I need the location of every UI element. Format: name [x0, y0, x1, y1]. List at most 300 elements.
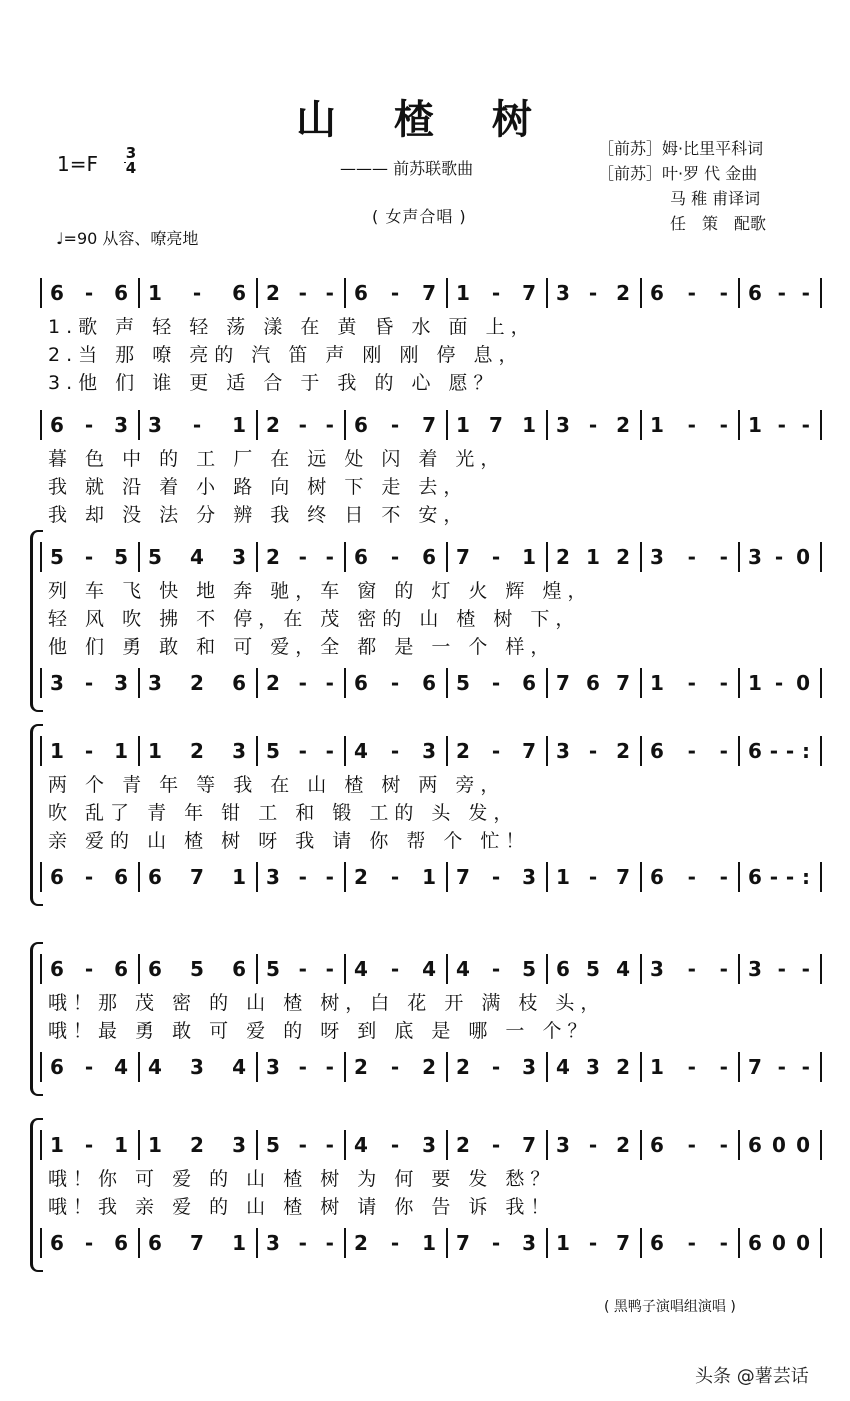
barline [546, 736, 548, 766]
barline [446, 278, 448, 308]
measure [50, 280, 128, 306]
note: - [491, 1055, 501, 1079]
note: 6 [114, 1231, 128, 1255]
note: - [84, 865, 94, 889]
note: - [390, 1231, 400, 1255]
note: 6 [748, 739, 762, 763]
note: - [491, 1231, 501, 1255]
note: 2 [616, 545, 630, 569]
barline [546, 278, 548, 308]
note: 3 [556, 413, 570, 437]
note: 0 [772, 1231, 786, 1255]
note: 1 [148, 739, 162, 763]
note: - [687, 671, 696, 695]
note: - [719, 957, 728, 981]
measure [556, 1054, 630, 1080]
note: - [588, 865, 598, 889]
barline [738, 668, 740, 698]
measure [266, 738, 334, 764]
measure [266, 1230, 334, 1256]
note: - [298, 281, 307, 305]
measure [456, 956, 536, 982]
barline [820, 862, 822, 892]
note: 0 [796, 1231, 810, 1255]
note: - [325, 413, 334, 437]
barline [640, 954, 642, 984]
note: - [325, 957, 334, 981]
note: 5 [522, 957, 536, 981]
barline [820, 410, 822, 440]
measure [354, 1230, 436, 1256]
barline [640, 1130, 642, 1160]
note: 3 [232, 545, 246, 569]
note: - [777, 957, 786, 981]
note: : [801, 739, 810, 763]
barline [40, 410, 42, 440]
note: 0 [796, 1133, 810, 1157]
note: 5 [148, 545, 162, 569]
note: 3 [114, 413, 128, 437]
barline [820, 542, 822, 572]
measure [556, 280, 630, 306]
note: - [390, 865, 400, 889]
note: 6 [232, 281, 246, 305]
measure [556, 738, 630, 764]
barline [820, 1052, 822, 1082]
note: 7 [616, 865, 630, 889]
subtitle: ——— 前苏联歌曲 [340, 159, 474, 178]
measure [650, 956, 728, 982]
barline [546, 542, 548, 572]
note: - [298, 1055, 307, 1079]
note: 7 [456, 865, 470, 889]
measure [50, 544, 128, 570]
note: - [719, 739, 728, 763]
note: - [687, 739, 696, 763]
note: 4 [354, 739, 368, 763]
note: - [687, 957, 696, 981]
note: 3 [556, 281, 570, 305]
note: - [491, 671, 501, 695]
measure [456, 280, 536, 306]
barline [256, 862, 258, 892]
system-bracket [30, 1126, 33, 1264]
note: 2 [266, 281, 280, 305]
barline [446, 954, 448, 984]
note: 3 [586, 1055, 600, 1079]
barline [40, 862, 42, 892]
note: 2 [616, 1133, 630, 1157]
barline [738, 542, 740, 572]
chorus-type: ( 女声合唱 ) [372, 207, 467, 226]
credit-lyricist: ［前苏］姆·比里平科词 [598, 139, 764, 158]
note: 7 [522, 739, 536, 763]
note: - [687, 1231, 696, 1255]
note: 6 [650, 1231, 664, 1255]
barline [820, 668, 822, 698]
note: 6 [148, 957, 162, 981]
lyric-line: 我 却 没 法 分 辨 我 终 日 不 安， [48, 504, 469, 526]
barline [344, 1228, 346, 1258]
barline [138, 410, 140, 440]
note: - [390, 1055, 400, 1079]
barline [640, 542, 642, 572]
barline [738, 736, 740, 766]
note: 3 [748, 545, 762, 569]
note: - [785, 865, 795, 889]
barline [738, 1228, 740, 1258]
note: 1 [456, 281, 470, 305]
barline [40, 736, 42, 766]
note: 3 [266, 1055, 280, 1079]
barline [138, 1130, 140, 1160]
note: - [719, 865, 728, 889]
measure [50, 864, 128, 890]
note: - [298, 865, 307, 889]
credit-translator: 马 稚 甫译词 [670, 189, 761, 208]
measure [354, 956, 436, 982]
measure [748, 1230, 810, 1256]
note: - [588, 1231, 598, 1255]
barline [738, 1130, 740, 1160]
note: 4 [556, 1055, 570, 1079]
measure [148, 864, 246, 890]
note: - [687, 413, 696, 437]
note: - [588, 281, 598, 305]
lyric-line: 两 个 青 年 等 我 在 山 楂 树 两 旁， [48, 774, 506, 796]
measure [556, 1230, 630, 1256]
measure [456, 864, 536, 890]
note: 6 [650, 865, 664, 889]
note: - [491, 865, 501, 889]
barline [546, 410, 548, 440]
note: - [390, 739, 400, 763]
note: - [84, 671, 94, 695]
measure [266, 280, 334, 306]
barline [40, 1228, 42, 1258]
lyric-line: 哦！最 勇 敢 可 爱 的 呀 到 底 是 哪 一 个？ [48, 1020, 593, 1042]
note: 1 [148, 1133, 162, 1157]
note: 6 [650, 739, 664, 763]
barline [138, 736, 140, 766]
note: 5 [266, 739, 280, 763]
note: 4 [616, 957, 630, 981]
measure [456, 1230, 536, 1256]
note: 3 [422, 1133, 436, 1157]
note: 6 [114, 957, 128, 981]
note: 2 [266, 671, 280, 695]
measure [266, 864, 334, 890]
barline [344, 736, 346, 766]
note: - [801, 413, 810, 437]
measure [456, 738, 536, 764]
note: 0 [796, 545, 810, 569]
note: - [769, 739, 779, 763]
note: 3 [748, 957, 762, 981]
measure [748, 956, 810, 982]
note: - [719, 1055, 728, 1079]
measure [50, 1132, 128, 1158]
note: - [801, 1055, 810, 1079]
barline [820, 1130, 822, 1160]
note: 2 [190, 671, 204, 695]
measure [50, 956, 128, 982]
measure [354, 864, 436, 890]
barline [640, 1052, 642, 1082]
barline [546, 862, 548, 892]
note: 4 [232, 1055, 246, 1079]
note: 2 [616, 413, 630, 437]
note: 5 [114, 545, 128, 569]
note: 6 [232, 957, 246, 981]
note: 7 [456, 1231, 470, 1255]
note: 1 [522, 545, 536, 569]
measure [266, 1132, 334, 1158]
note: - [325, 1055, 334, 1079]
note: - [588, 413, 598, 437]
note: - [774, 545, 784, 569]
barline [40, 542, 42, 572]
measure [650, 738, 728, 764]
lyric-line: 暮 色 中 的 工 厂 在 远 处 闪 着 光， [48, 448, 506, 470]
barline [640, 862, 642, 892]
barline [738, 954, 740, 984]
note: 6 [148, 1231, 162, 1255]
note: - [801, 281, 810, 305]
note: 3 [148, 671, 162, 695]
note: - [84, 957, 94, 981]
note: - [84, 413, 94, 437]
note: 5 [456, 671, 470, 695]
measure [266, 1054, 334, 1080]
note: - [588, 739, 598, 763]
barline [546, 668, 548, 698]
note: 6 [748, 1133, 762, 1157]
note: - [785, 739, 795, 763]
note: 4 [190, 545, 204, 569]
note: - [777, 281, 786, 305]
note: 3 [50, 671, 64, 695]
note: - [192, 281, 202, 305]
time-sig-top: 3 [125, 144, 137, 162]
note: - [298, 671, 307, 695]
barline [40, 668, 42, 698]
note: - [774, 671, 784, 695]
note: 1 [232, 413, 246, 437]
note: 6 [354, 545, 368, 569]
barline [256, 1052, 258, 1082]
note: 6 [650, 281, 664, 305]
barline [446, 410, 448, 440]
note: - [298, 1231, 307, 1255]
measure [354, 412, 436, 438]
measure [148, 1054, 246, 1080]
barline [820, 278, 822, 308]
credit-composer: ［前苏］叶·罗 代 金曲 [598, 164, 758, 183]
measure [354, 280, 436, 306]
barline [256, 1130, 258, 1160]
measure [456, 412, 536, 438]
note: 7 [556, 671, 570, 695]
note: - [325, 865, 334, 889]
note: - [298, 1133, 307, 1157]
notation-row [0, 670, 850, 696]
notation-row [0, 864, 850, 890]
note: - [687, 1055, 696, 1079]
barline [40, 1052, 42, 1082]
system-bracket [30, 950, 33, 1088]
note: 1 [650, 413, 664, 437]
note: 6 [50, 865, 64, 889]
note: - [719, 1231, 728, 1255]
note: - [298, 957, 307, 981]
note: 2 [354, 865, 368, 889]
barline [138, 862, 140, 892]
barline [256, 954, 258, 984]
measure [50, 670, 128, 696]
note: 2 [456, 1133, 470, 1157]
time-signature [124, 146, 138, 176]
note: 6 [354, 281, 368, 305]
note: - [325, 671, 334, 695]
note: - [325, 1231, 334, 1255]
measure [148, 412, 246, 438]
note: 7 [522, 1133, 536, 1157]
note: 6 [50, 957, 64, 981]
lyric-line: 哦！我 亲 爱 的 山 楂 树 请 你 告 诉 我！ [48, 1196, 556, 1218]
note: 1 [114, 739, 128, 763]
note: - [719, 671, 728, 695]
note: - [298, 413, 307, 437]
note: 1 [522, 413, 536, 437]
note: - [801, 957, 810, 981]
note: 4 [422, 957, 436, 981]
barline [546, 1052, 548, 1082]
barline [446, 736, 448, 766]
barline [256, 542, 258, 572]
note: 2 [616, 1055, 630, 1079]
measure [748, 1054, 810, 1080]
note: 4 [114, 1055, 128, 1079]
note: 4 [456, 957, 470, 981]
note: 3 [522, 865, 536, 889]
note: : [801, 865, 810, 889]
note: 2 [354, 1231, 368, 1255]
barline [546, 1228, 548, 1258]
note: 1 [50, 1133, 64, 1157]
note: 1 [232, 1231, 246, 1255]
notation-row [0, 280, 850, 306]
note: 7 [616, 1231, 630, 1255]
measure [266, 956, 334, 982]
note: 3 [522, 1055, 536, 1079]
measure [456, 1054, 536, 1080]
barline [446, 1130, 448, 1160]
barline [344, 862, 346, 892]
note: 3 [422, 739, 436, 763]
measure [748, 544, 810, 570]
note: 3 [266, 865, 280, 889]
note: 6 [148, 865, 162, 889]
measure [456, 1132, 536, 1158]
barline [256, 736, 258, 766]
barline [738, 862, 740, 892]
barline [640, 668, 642, 698]
note: 3 [650, 545, 664, 569]
note: 3 [148, 413, 162, 437]
note: 6 [50, 1055, 64, 1079]
note: - [84, 1133, 94, 1157]
note: 1 [456, 413, 470, 437]
note: - [491, 545, 501, 569]
note: - [325, 739, 334, 763]
note: 7 [422, 413, 436, 437]
measure [650, 280, 728, 306]
barline [344, 1130, 346, 1160]
note: - [84, 1231, 94, 1255]
barline [138, 1052, 140, 1082]
note: 7 [190, 865, 204, 889]
barline [738, 410, 740, 440]
lyric-line: 1.歌 声 轻 轻 荡 漾 在 黄 昏 水 面 上， [48, 316, 536, 338]
note: 6 [748, 1231, 762, 1255]
note: 6 [422, 545, 436, 569]
note: - [390, 1133, 400, 1157]
system-bracket [30, 538, 33, 704]
barline [138, 278, 140, 308]
note: 3 [232, 739, 246, 763]
measure [556, 1132, 630, 1158]
measure [266, 670, 334, 696]
note: 2 [456, 739, 470, 763]
measure [650, 1054, 728, 1080]
tempo-marking: ♩=90 从容、嘹亮地 [56, 229, 199, 248]
note: - [84, 739, 94, 763]
lyric-line: 吹 乱了 青 年 钳 工 和 锻 工的 头 发， [48, 802, 519, 824]
note: - [325, 545, 334, 569]
barline [640, 278, 642, 308]
note: 2 [190, 1133, 204, 1157]
measure [556, 544, 630, 570]
note: 2 [556, 545, 570, 569]
note: 4 [354, 957, 368, 981]
note: 1 [232, 865, 246, 889]
notation-row [0, 1054, 850, 1080]
barline [138, 668, 140, 698]
note: - [491, 957, 501, 981]
measure [50, 412, 128, 438]
barline [256, 668, 258, 698]
note: 5 [190, 957, 204, 981]
note: 6 [748, 865, 762, 889]
note: 5 [50, 545, 64, 569]
time-sig-bottom: 4 [125, 159, 137, 177]
notation-row [0, 1132, 850, 1158]
barline [640, 736, 642, 766]
note: 5 [266, 1133, 280, 1157]
note: - [588, 1133, 598, 1157]
note: 5 [266, 957, 280, 981]
note: - [491, 281, 501, 305]
barline [640, 410, 642, 440]
note: 7 [748, 1055, 762, 1079]
note: 0 [772, 1133, 786, 1157]
lyric-line: 3.他 们 谁 更 适 合 于 我 的 心 愿？ [48, 372, 499, 394]
note: 7 [422, 281, 436, 305]
barline [738, 278, 740, 308]
barline [344, 954, 346, 984]
measure [354, 670, 436, 696]
